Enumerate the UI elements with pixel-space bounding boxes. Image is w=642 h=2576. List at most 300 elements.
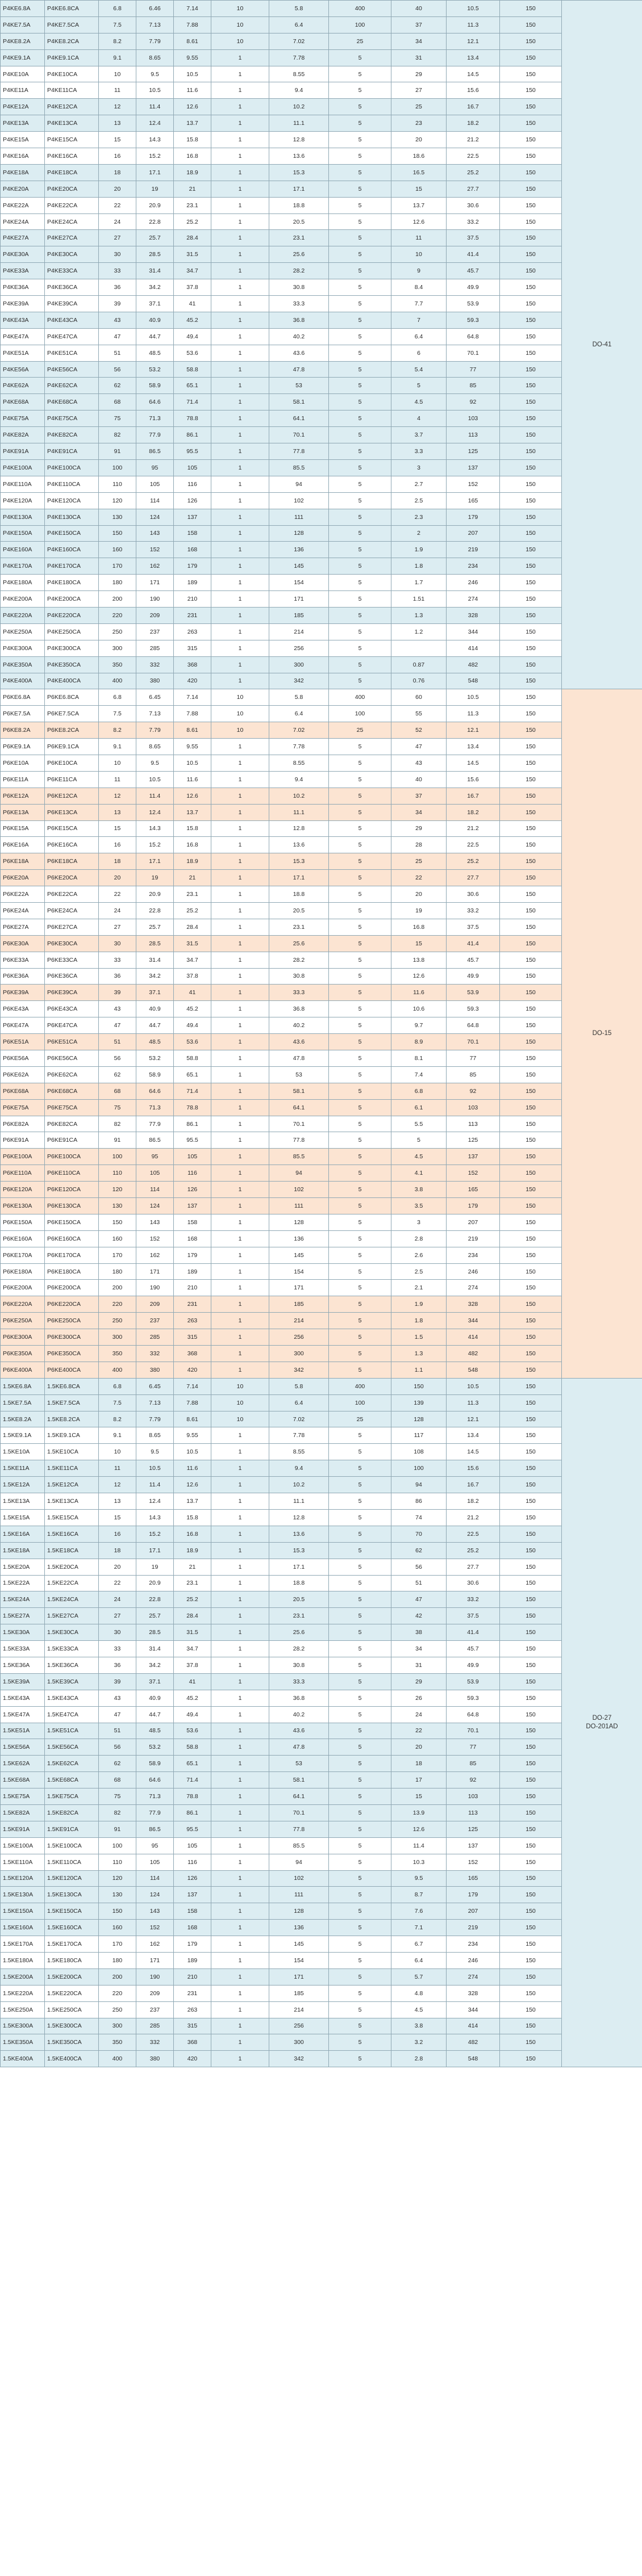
value-cell: 5	[329, 1132, 391, 1149]
value-cell: 150	[500, 1985, 562, 2001]
value-cell: 150	[500, 656, 562, 673]
value-cell: 150	[500, 1116, 562, 1132]
table-row	[1, 640, 642, 656]
value-cell: 5	[329, 525, 391, 542]
value-cell: 1	[211, 459, 269, 476]
table-row	[1, 525, 642, 542]
value-cell: 7.7	[391, 296, 447, 312]
value-cell: 25	[329, 722, 391, 739]
value-cell: 86.5	[136, 443, 174, 460]
part-number-ca-cell: P6KE68CA	[45, 1083, 99, 1099]
value-cell: 18.2	[447, 115, 500, 132]
part-number-ca-cell: 1.5KE51CA	[45, 1723, 99, 1739]
value-cell: 150	[500, 558, 562, 575]
value-cell: 20.5	[269, 1591, 329, 1608]
value-cell: 214	[269, 623, 329, 640]
value-cell: 10.5	[136, 771, 174, 788]
value-cell: 189	[174, 575, 211, 591]
value-cell: 1	[211, 1608, 269, 1624]
table-row	[1, 296, 642, 312]
part-number-cell: 1.5KE27A	[1, 1608, 45, 1624]
value-cell: 62	[99, 1066, 136, 1083]
part-number-cell: 1.5KE15A	[1, 1509, 45, 1526]
part-number-cell: P4KE27A	[1, 230, 45, 246]
value-cell: 48.5	[136, 1723, 174, 1739]
value-cell: 4	[391, 411, 447, 427]
value-cell: 51	[99, 1723, 136, 1739]
part-number-ca-cell: P6KE47CA	[45, 1017, 99, 1034]
table-row	[1, 1985, 642, 2001]
value-cell: 62	[99, 378, 136, 394]
part-number-ca-cell: P4KE300CA	[45, 640, 99, 656]
part-number-ca-cell: P4KE6.8CA	[45, 1, 99, 17]
value-cell: 47	[99, 1706, 136, 1723]
value-cell: 92	[447, 1772, 500, 1788]
value-cell: 1	[211, 1116, 269, 1132]
part-number-cell: 1.5KE170A	[1, 1936, 45, 1953]
value-cell: 17.1	[136, 1542, 174, 1559]
value-cell: 150	[500, 361, 562, 378]
part-number-cell: P4KE91A	[1, 443, 45, 460]
value-cell: 7.5	[99, 16, 136, 33]
value-cell: 22	[99, 886, 136, 903]
part-number-ca-cell: 1.5KE200CA	[45, 1968, 99, 1985]
value-cell: 8.7	[391, 1887, 447, 1903]
part-number-cell: P6KE100A	[1, 1149, 45, 1165]
value-cell: 10.3	[391, 1854, 447, 1870]
value-cell: 150	[500, 1362, 562, 1378]
value-cell: 7.88	[174, 706, 211, 722]
value-cell: 13.4	[447, 739, 500, 755]
value-cell: 150	[500, 870, 562, 886]
value-cell: 10	[211, 1394, 269, 1411]
part-number-cell: 1.5KE24A	[1, 1591, 45, 1608]
value-cell: 250	[99, 2001, 136, 2018]
value-cell: 246	[447, 1952, 500, 1968]
value-cell: 19	[391, 902, 447, 919]
value-cell: 150	[500, 1804, 562, 1821]
value-cell: 37.5	[447, 230, 500, 246]
value-cell: 58.8	[174, 361, 211, 378]
value-cell: 62	[99, 1756, 136, 1772]
value-cell: 1	[211, 640, 269, 656]
part-number-cell: P4KE220A	[1, 607, 45, 623]
value-cell: 7.13	[136, 16, 174, 33]
value-cell: 160	[99, 1230, 136, 1247]
value-cell: 8.2	[99, 33, 136, 49]
value-cell: 114	[136, 1870, 174, 1887]
value-cell: 5	[329, 820, 391, 837]
value-cell: 49.9	[447, 279, 500, 296]
value-cell: 6.45	[136, 689, 174, 706]
value-cell: 263	[174, 1313, 211, 1329]
value-cell: 28.2	[269, 1641, 329, 1657]
value-cell: 150	[500, 1854, 562, 1870]
value-cell: 94	[269, 1165, 329, 1182]
value-cell: 200	[99, 1280, 136, 1296]
value-cell: 34.7	[174, 952, 211, 968]
part-number-ca-cell: P6KE22CA	[45, 886, 99, 903]
value-cell: 28.4	[174, 1608, 211, 1624]
value-cell: 31.4	[136, 263, 174, 279]
value-cell: 77	[447, 1739, 500, 1756]
package-cell	[562, 1, 642, 689]
value-cell: 12	[99, 788, 136, 804]
value-cell: 6.1	[391, 1099, 447, 1116]
package-label: DO-41	[592, 341, 612, 348]
part-number-ca-cell: P4KE13CA	[45, 115, 99, 132]
value-cell: 25.7	[136, 1608, 174, 1624]
value-cell: 128	[269, 1214, 329, 1230]
value-cell: 158	[174, 1214, 211, 1230]
value-cell: 21	[174, 181, 211, 197]
value-cell: 5	[329, 459, 391, 476]
value-cell: 6.8	[99, 1, 136, 17]
value-cell: 56	[391, 1559, 447, 1575]
value-cell: 114	[136, 1182, 174, 1198]
part-number-ca-cell: P6KE130CA	[45, 1198, 99, 1214]
part-number-cell: 1.5KE13A	[1, 1493, 45, 1510]
value-cell: 8.4	[391, 279, 447, 296]
value-cell: 1	[211, 1526, 269, 1542]
value-cell: 150	[500, 1394, 562, 1411]
value-cell: 39	[99, 296, 136, 312]
value-cell: 150	[500, 542, 562, 558]
value-cell: 58.1	[269, 1772, 329, 1788]
value-cell: 1.3	[391, 1346, 447, 1362]
value-cell: 150	[500, 1427, 562, 1444]
value-cell: 22.5	[447, 837, 500, 853]
value-cell: 7.5	[99, 1394, 136, 1411]
value-cell: 7.1	[391, 1920, 447, 1936]
value-cell: 2.6	[391, 1247, 447, 1263]
value-cell: 1.9	[391, 1296, 447, 1313]
table-row	[1, 1394, 642, 1411]
part-number-cell: P6KE22A	[1, 886, 45, 903]
value-cell: 126	[174, 1870, 211, 1887]
part-number-ca-cell: 1.5KE120CA	[45, 1870, 99, 1887]
value-cell: 53.9	[447, 985, 500, 1001]
value-cell: 18.6	[391, 148, 447, 165]
value-cell: 95	[136, 1837, 174, 1854]
value-cell: 40	[391, 771, 447, 788]
table-row	[1, 115, 642, 132]
table-row	[1, 558, 642, 575]
value-cell: 10.2	[269, 99, 329, 115]
value-cell: 37.8	[174, 1657, 211, 1673]
value-cell: 344	[447, 2001, 500, 2018]
part-number-ca-cell: P6KE12CA	[45, 788, 99, 804]
part-number-ca-cell: 1.5KE220CA	[45, 1985, 99, 2001]
value-cell: 5	[329, 328, 391, 345]
table-row	[1, 2034, 642, 2051]
value-cell: 105	[174, 1149, 211, 1165]
value-cell: 3.3	[391, 443, 447, 460]
value-cell: 150	[500, 378, 562, 394]
value-cell: 1	[211, 1936, 269, 1953]
part-number-cell: 1.5KE56A	[1, 1739, 45, 1756]
table-row	[1, 1772, 642, 1788]
value-cell: 71.4	[174, 394, 211, 411]
value-cell: 53.6	[174, 345, 211, 361]
part-number-cell: P6KE110A	[1, 1165, 45, 1182]
part-number-cell: P4KE51A	[1, 345, 45, 361]
value-cell: 10.6	[391, 1001, 447, 1017]
value-cell: 82	[99, 1804, 136, 1821]
value-cell: 143	[136, 525, 174, 542]
part-number-cell: P6KE12A	[1, 788, 45, 804]
part-number-cell: P6KE400A	[1, 1362, 45, 1378]
value-cell: 5.4	[391, 361, 447, 378]
value-cell: 1	[211, 575, 269, 591]
value-cell: 8.55	[269, 1444, 329, 1460]
value-cell: 274	[447, 591, 500, 608]
value-cell: 128	[391, 1411, 447, 1427]
part-number-ca-cell: P4KE18CA	[45, 164, 99, 181]
part-number-ca-cell: P6KE170CA	[45, 1247, 99, 1263]
value-cell: 10.5	[447, 689, 500, 706]
part-number-cell: 1.5KE11A	[1, 1460, 45, 1477]
value-cell: 5	[329, 739, 391, 755]
table-row	[1, 378, 642, 394]
value-cell: 5	[329, 837, 391, 853]
value-cell: 7.5	[99, 706, 136, 722]
value-cell: 5	[329, 148, 391, 165]
value-cell: 31.5	[174, 246, 211, 263]
part-number-ca-cell: 1.5KE30CA	[45, 1624, 99, 1641]
value-cell: 234	[447, 558, 500, 575]
value-cell: 328	[447, 1985, 500, 2001]
value-cell: 150	[500, 2001, 562, 2018]
value-cell: 53.6	[174, 1034, 211, 1050]
value-cell: 9.55	[174, 739, 211, 755]
value-cell: 5	[329, 1149, 391, 1165]
value-cell: 9.5	[136, 66, 174, 82]
value-cell: 1	[211, 2034, 269, 2051]
value-cell: 5	[329, 1066, 391, 1083]
part-number-cell: P6KE68A	[1, 1083, 45, 1099]
table-row	[1, 1280, 642, 1296]
value-cell: 38	[391, 1624, 447, 1641]
value-cell: 256	[269, 1329, 329, 1346]
value-cell: 150	[500, 1559, 562, 1575]
value-cell: 37	[391, 16, 447, 33]
table-row	[1, 1526, 642, 1542]
value-cell: 85.5	[269, 459, 329, 476]
value-cell: 10	[211, 722, 269, 739]
value-cell: 44.7	[136, 1706, 174, 1723]
value-cell: 47	[99, 328, 136, 345]
value-cell: 414	[447, 640, 500, 656]
value-cell: 48.5	[136, 1034, 174, 1050]
value-cell: 10	[211, 1378, 269, 1394]
part-number-ca-cell: 1.5KE10CA	[45, 1444, 99, 1460]
value-cell: 3	[391, 459, 447, 476]
part-number-cell: P4KE250A	[1, 623, 45, 640]
value-cell: 41.4	[447, 246, 500, 263]
value-cell: 13.6	[269, 1526, 329, 1542]
value-cell: 13.7	[391, 197, 447, 213]
table-row	[1, 1854, 642, 1870]
part-number-cell: P6KE130A	[1, 1198, 45, 1214]
part-number-cell: P6KE220A	[1, 1296, 45, 1313]
part-number-ca-cell: 1.5KE20CA	[45, 1559, 99, 1575]
value-cell: 150	[500, 1247, 562, 1263]
value-cell: 31.5	[174, 935, 211, 952]
value-cell: 18.2	[447, 1493, 500, 1510]
value-cell: 4.5	[391, 2001, 447, 2018]
table-row	[1, 739, 642, 755]
value-cell: 95.5	[174, 443, 211, 460]
value-cell: 11.4	[136, 99, 174, 115]
value-cell: 143	[136, 1903, 174, 1920]
value-cell: 91	[99, 443, 136, 460]
value-cell: 154	[269, 1263, 329, 1280]
value-cell: 5	[329, 49, 391, 66]
value-cell: 5	[329, 1690, 391, 1706]
value-cell: 11	[99, 1460, 136, 1477]
value-cell: 15	[391, 181, 447, 197]
part-number-ca-cell: P4KE33CA	[45, 263, 99, 279]
value-cell: 65.1	[174, 1066, 211, 1083]
value-cell: 18.2	[447, 804, 500, 820]
value-cell: 8.1	[391, 1050, 447, 1067]
value-cell: 25.7	[136, 919, 174, 935]
value-cell: 130	[99, 1887, 136, 1903]
value-cell: 1.9	[391, 542, 447, 558]
table-row	[1, 361, 642, 378]
value-cell: 10.5	[136, 1460, 174, 1477]
value-cell: 1	[211, 673, 269, 689]
value-cell: 111	[269, 509, 329, 525]
value-cell: 7.14	[174, 1378, 211, 1394]
table-row	[1, 2001, 642, 2018]
value-cell: 108	[391, 1444, 447, 1460]
value-cell: 5	[329, 1608, 391, 1624]
value-cell: 8.2	[99, 722, 136, 739]
value-cell: 1	[211, 1066, 269, 1083]
value-cell: 150	[500, 1706, 562, 1723]
value-cell: 31.4	[136, 952, 174, 968]
value-cell: 36	[99, 1657, 136, 1673]
table-row	[1, 1559, 642, 1575]
value-cell: 344	[447, 1313, 500, 1329]
value-cell: 64.1	[269, 411, 329, 427]
value-cell: 1	[211, 952, 269, 968]
value-cell: 152	[136, 1230, 174, 1247]
value-cell: 150	[500, 2018, 562, 2034]
value-cell: 128	[269, 1903, 329, 1920]
value-cell: 414	[447, 1329, 500, 1346]
value-cell: 5	[329, 1542, 391, 1559]
part-number-cell: P4KE18A	[1, 164, 45, 181]
table-row	[1, 1756, 642, 1772]
value-cell: 274	[447, 1968, 500, 1985]
value-cell: 25.6	[269, 935, 329, 952]
value-cell: 179	[174, 558, 211, 575]
value-cell: 150	[500, 394, 562, 411]
value-cell: 137	[447, 1149, 500, 1165]
value-cell: 210	[174, 1968, 211, 1985]
value-cell: 150	[500, 99, 562, 115]
value-cell: 17.1	[269, 870, 329, 886]
part-number-cell: P6KE160A	[1, 1230, 45, 1247]
table-row	[1, 1001, 642, 1017]
part-number-ca-cell: P4KE220CA	[45, 607, 99, 623]
value-cell: 1	[211, 525, 269, 542]
value-cell: 29	[391, 1673, 447, 1690]
value-cell: 1	[211, 2001, 269, 2018]
table-row	[1, 1427, 642, 1444]
value-cell: 8.9	[391, 1034, 447, 1050]
value-cell: 71.4	[174, 1772, 211, 1788]
table-row	[1, 132, 642, 148]
value-cell: 5	[329, 1444, 391, 1460]
value-cell: 150	[500, 181, 562, 197]
part-number-cell: P6KE180A	[1, 1263, 45, 1280]
value-cell: 5	[329, 902, 391, 919]
value-cell: 150	[500, 1182, 562, 1198]
part-number-ca-cell: P6KE400CA	[45, 1362, 99, 1378]
value-cell: 150	[500, 623, 562, 640]
value-cell: 1	[211, 1477, 269, 1493]
value-cell: 5	[329, 1575, 391, 1591]
value-cell: 9.1	[99, 1427, 136, 1444]
table-row	[1, 1903, 642, 1920]
value-cell: 100	[99, 1837, 136, 1854]
value-cell: 25.2	[447, 853, 500, 870]
value-cell: 15.8	[174, 1509, 211, 1526]
value-cell: 33.2	[447, 1591, 500, 1608]
part-number-ca-cell: P6KE160CA	[45, 1230, 99, 1247]
value-cell: 6.7	[391, 1936, 447, 1953]
table-row	[1, 312, 642, 328]
part-number-ca-cell: P4KE20CA	[45, 181, 99, 197]
value-cell: 41.4	[447, 1624, 500, 1641]
value-cell: 77	[447, 361, 500, 378]
value-cell: 152	[447, 1165, 500, 1182]
value-cell: 18	[99, 1542, 136, 1559]
part-number-ca-cell: P4KE10CA	[45, 66, 99, 82]
part-number-ca-cell: P6KE51CA	[45, 1034, 99, 1050]
value-cell: 5	[329, 1050, 391, 1067]
value-cell: 25.7	[136, 230, 174, 246]
value-cell: 105	[136, 1854, 174, 1870]
value-cell: 150	[500, 164, 562, 181]
value-cell: 11.6	[174, 771, 211, 788]
value-cell: 27	[99, 919, 136, 935]
value-cell: 30.8	[269, 1657, 329, 1673]
table-row	[1, 607, 642, 623]
value-cell: 300	[99, 1329, 136, 1346]
value-cell: 41	[174, 296, 211, 312]
value-cell: 64.8	[447, 1017, 500, 1034]
value-cell: 150	[99, 525, 136, 542]
part-number-cell: 1.5KE6.8A	[1, 1378, 45, 1394]
value-cell: 171	[136, 575, 174, 591]
value-cell: 5	[329, 1985, 391, 2001]
value-cell: 7	[391, 312, 447, 328]
table-row	[1, 476, 642, 492]
part-number-ca-cell: P6KE13CA	[45, 804, 99, 820]
part-number-cell: P4KE75A	[1, 411, 45, 427]
value-cell: 6.4	[391, 328, 447, 345]
value-cell: 5	[329, 1001, 391, 1017]
value-cell: 5	[329, 640, 391, 656]
value-cell: 5	[329, 804, 391, 820]
table-row	[1, 1017, 642, 1034]
value-cell: 70	[391, 1526, 447, 1542]
